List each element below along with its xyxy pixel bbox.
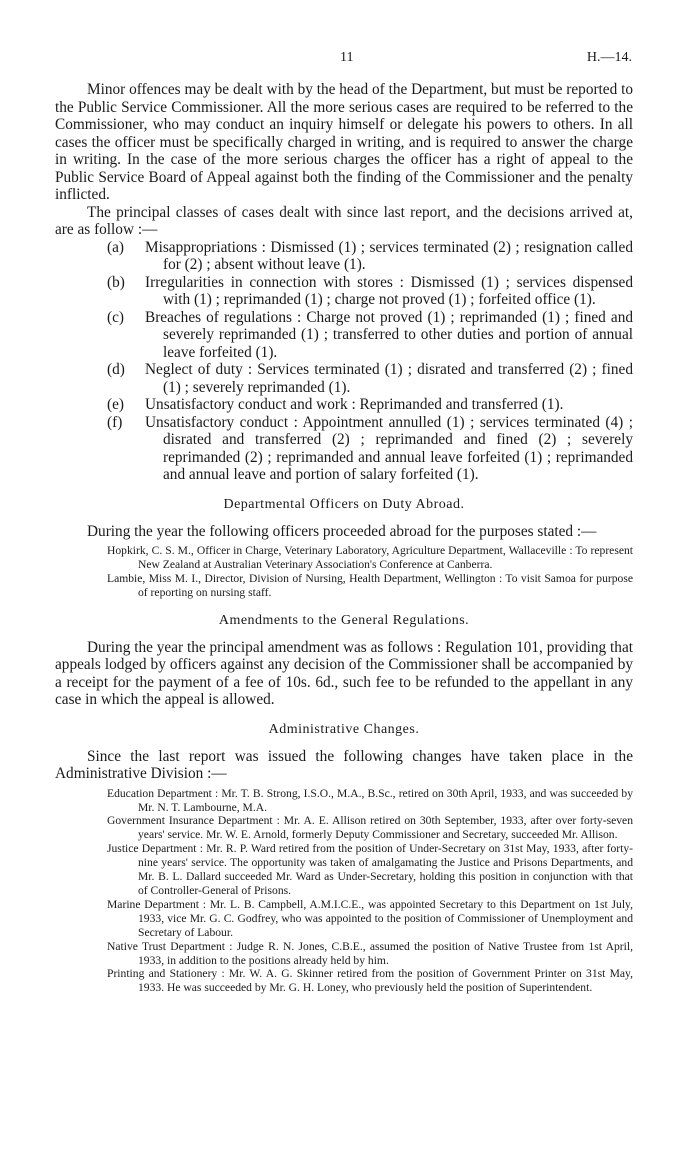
- case-label: (b): [107, 273, 125, 291]
- admin-entry: Printing and Stationery : Mr. W. A. G. Skinner retired from the position of Government Printer on 31st May, 1933. He was succeeded by Mr. G. H. Loney, who previously held the position of Superintendent.: [107, 967, 633, 995]
- case-text: Irregularities in connection with stores : Dismissed (1) ; services dispensed with (1) ; reprimanded (1) ; charge not proved (1) ; forfeited office (1).: [145, 273, 633, 308]
- case-label: (d): [107, 361, 125, 378]
- case-text: Misappropriations : Dismissed (1) ; services terminated (2) ; resignation called for (2) ; absent without leave (1).: [145, 238, 633, 273]
- case-text: Unsatisfactory conduct and work : Reprimanded and transferred (1).: [145, 396, 564, 413]
- amendments-paragraph: During the year the principal amendment was as follows : Regulation 101, providing that appeals lodged by officers against any decision of the Commissioner shall be accompanied by a receipt for the payment of a fee of 10s. 6d., such fee to be refunded to the appellant in any case in which the appeal is allowed.: [55, 638, 633, 709]
- abroad-entry: Lambie, Miss M. I., Director, Division of Nursing, Health Department, Wellington : To visit Samoa for purpose of reporting on nursing staff.: [107, 571, 633, 599]
- admin-entry: Native Trust Department : Judge R. N. Jones, C.B.E., assumed the position of Native Trustee from 1st April, 1933, in addition to the positions already held by him.: [107, 939, 633, 967]
- case-label: (a): [107, 238, 124, 256]
- cases-list: [55, 239, 633, 484]
- admin-entry: Marine Department : Mr. L. B. Campbell, A.M.I.C.E., was appointed Secretary to this Department on 1st July, 1933, vice Mr. G. C. Godfrey, who was appointed to the position of Commissioner of Unemployment and Secretary of Labour.: [107, 897, 633, 939]
- case-item: [55, 396, 633, 414]
- case-item: [55, 274, 633, 309]
- section-heading-abroad: Departmental Officers on Duty Abroad.: [223, 496, 465, 512]
- admin-intro: Since the last report was issued the following changes have taken place in the Administrative Division :—: [55, 747, 633, 783]
- admin-entry: Education Department : Mr. T. B. Strong, I.S.O., M.A., B.Sc., retired on 30th April, 1933, and was succeeded by Mr. N. T. Lambourne, M.A.: [107, 786, 633, 814]
- section-heading-administrative: Administrative Changes.: [268, 721, 420, 737]
- case-label: (c): [107, 308, 124, 326]
- case-item: [55, 361, 633, 396]
- admin-entry: Justice Department : Mr. R. P. Ward retired from the position of Under-Secretary on 31st May, 1933, after forty-nine years' service. The opportunity was taken of amalgamating the Justice and Prisons Departments, and Mr. B. L. Dallard succeeded Mr. Ward as Under-Secretary, holding this position in conjunction with that of Controller-General of Prisons.: [107, 842, 633, 897]
- case-text: Breaches of regulations : Charge not proved (1) ; reprimanded (1) ; fined and severely reprimanded (1) ; transferred to other duties and portion of annual leave forfeited (1).: [145, 308, 633, 361]
- case-label: (e): [107, 396, 124, 413]
- case-text: Neglect of duty : Services terminated (1) ; disrated and transferred (2) ; fined (1) ; severely reprimanded (1).: [145, 361, 633, 396]
- page-header: [0, 50, 700, 70]
- abroad-intro: During the year the following officers proceeded abroad for the purposes stated :—: [87, 522, 597, 540]
- section-heading-amendments: Amendments to the General Regulations.: [218, 612, 470, 628]
- page-number: 11: [340, 50, 354, 65]
- page-body: [55, 81, 633, 995]
- document-reference: H.—14.: [586, 50, 632, 65]
- case-text: Unsatisfactory conduct : Appointment annulled (1) ; services terminated (4) ; disrated and transferred (2) ; reprimanded and fined (2) ; severely reprimanded (2) ; reprimanded and annual leave forfeited (1) ; reprimanded and annual leave and portion of salary forfeited (1).: [145, 413, 633, 483]
- case-item: [55, 414, 633, 484]
- intro-paragraph-cases: The principal classes of cases dealt with since last report, and the decisions arrived at, are as follow :—: [55, 203, 633, 238]
- abroad-entry: Hopkirk, C. S. M., Officer in Charge, Veterinary Laboratory, Agriculture Department, Wallaceville : To represent New Zealand at Australian Veterinary Association's Conference at Canberra.: [107, 544, 633, 571]
- admin-entry: Government Insurance Department : Mr. A. E. Allison retired on 30th September, 1933, after over forty-seven years' service. Mr. W. E. Arnold, formerly Deputy Commissioner and Secretary, succeeded Mr. Allison.: [107, 814, 633, 842]
- case-item: [55, 309, 633, 362]
- case-label: (f): [107, 413, 123, 431]
- case-item: [55, 239, 633, 274]
- intro-paragraph-offences: Minor offences may be dealt with by the head of the Department, but must be reported to the Public Service Commissioner. All the more serious cases are required to be referred to the Commissioner, who may conduct an inquiry himself or delegate his powers to others. In all cases the officer must be specifically charged in writing, and is required to answer the charge in writing. In the case of the more serious charges the officer has a right of appeal to the Public Service Board of Appeal against both the finding of the Commissioner and the penalty inflicted.: [55, 81, 633, 203]
